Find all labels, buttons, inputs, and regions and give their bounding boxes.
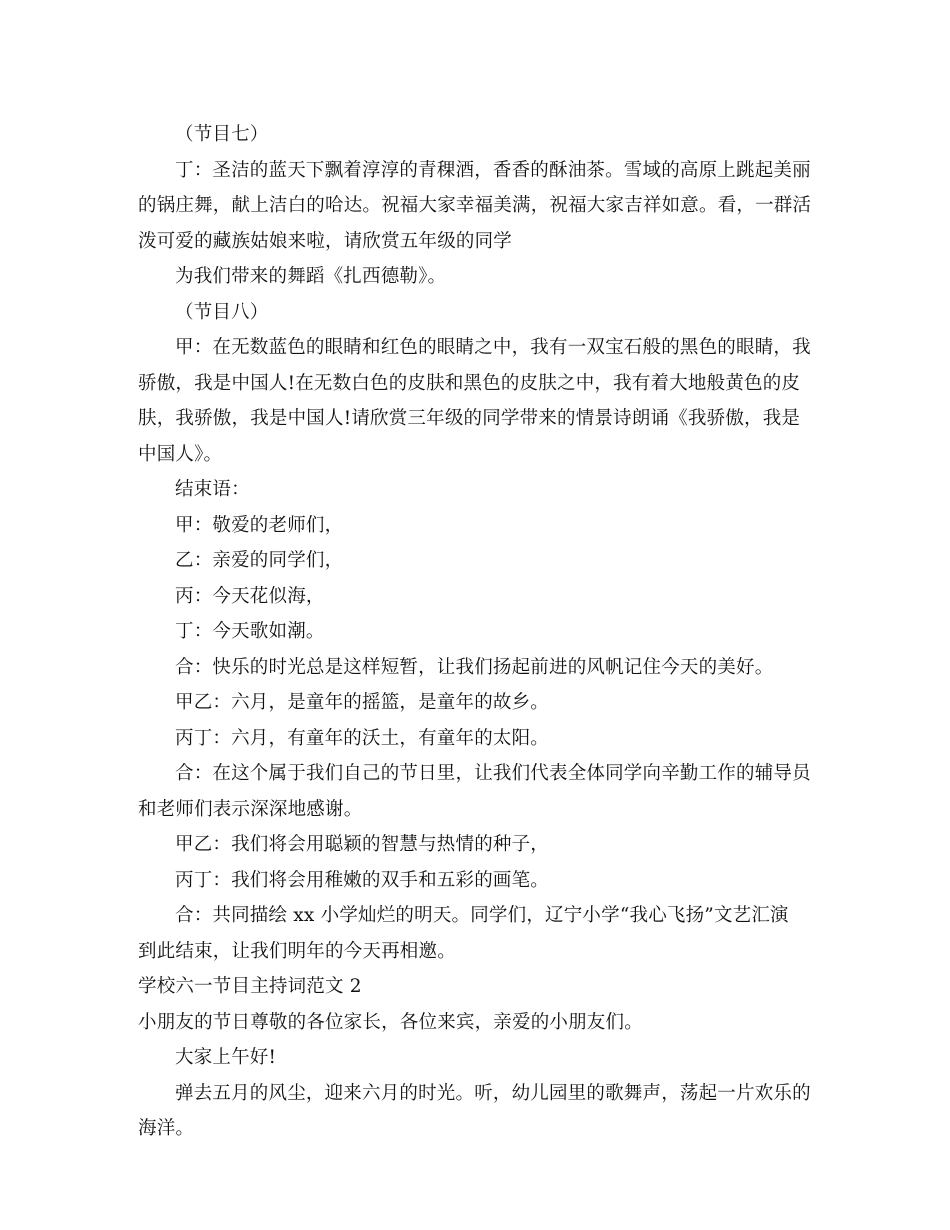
text-line: 结束语：	[175, 479, 250, 500]
text-line: 泼可爱的藏族姑娘来啦，请欣赏五年级的同学	[138, 230, 513, 252]
text-line: 丙丁：六月，有童年的沃土，有童年的太阳。	[175, 727, 550, 749]
text-line: 到此结束，让我们明年的今天再相邀。	[138, 940, 456, 962]
text-line: 弹去五月的风尘，迎来六月的时光。听，幼儿园里的歌舞声，荡起一片欢乐的	[175, 1082, 811, 1104]
text-line: 海洋。	[138, 1118, 195, 1139]
text-line: 丁：今天歌如潮。	[175, 621, 325, 642]
text-line: 合：在这个属于我们自己的节日里，让我们代表全体同学向辛勤工作的辅导员	[175, 763, 811, 784]
text-line: 小朋友的节日尊敬的各位家长，各位来宾，亲爱的小朋友们。	[138, 1011, 643, 1033]
text-line: 大家上午好!	[175, 1047, 277, 1068]
text-line: 乙：亲爱的同学们，	[175, 550, 344, 571]
text-line: 和老师们表示深深地感谢。	[138, 798, 363, 820]
text-line: 肤，我骄傲，我是中国人!请欣赏三年级的同学带来的情景诗朗诵《我骄傲，我是	[138, 408, 801, 429]
text-line: 甲：在无数蓝色的眼睛和红色的眼睛之中，我有一双宝石般的黑色的眼睛，我	[175, 337, 811, 358]
text-line: 中国人》。	[138, 443, 223, 465]
text-line: （节目八）	[175, 301, 269, 323]
text-line: 合：快乐的时光总是这样短暂，让我们扬起前进的风帆记住今天的美好。	[175, 656, 774, 678]
text-line: 学校六一节目主持词范文 2	[138, 976, 362, 997]
text-line: 丙：今天花似海，	[175, 585, 325, 607]
text-line: 合：共同描绘 xx 小学灿烂的明天。同学们，辽宁小学“我心飞扬”文艺汇演	[175, 905, 789, 926]
text-line: 为我们带来的舞蹈《扎西德勒》。	[175, 266, 447, 287]
text-line: 甲乙：我们将会用聪颖的智慧与热情的种子，	[175, 834, 550, 855]
document-body	[0, 117, 950, 1147]
text-line: 丙丁：我们将会用稚嫩的双手和五彩的画笔。	[175, 869, 550, 891]
text-line: （节目七）	[175, 124, 269, 145]
text-line: 的锅庄舞，献上洁白的哈达。祝福大家幸福美满，祝福大家吉祥如意。看，一群活	[138, 195, 812, 216]
text-line: 骄傲，我是中国人!在无数白色的皮肤和黑色的皮肤之中，我有着大地般黄色的皮	[138, 372, 801, 394]
text-line: 甲：敬爱的老师们，	[175, 514, 344, 536]
text-line: 丁：圣洁的蓝天下飘着淳淳的青稞酒，香香的酥油茶。雪域的高原上跳起美丽	[175, 159, 811, 181]
text-line: 甲乙：六月，是童年的摇篮，是童年的故乡。	[175, 692, 550, 713]
